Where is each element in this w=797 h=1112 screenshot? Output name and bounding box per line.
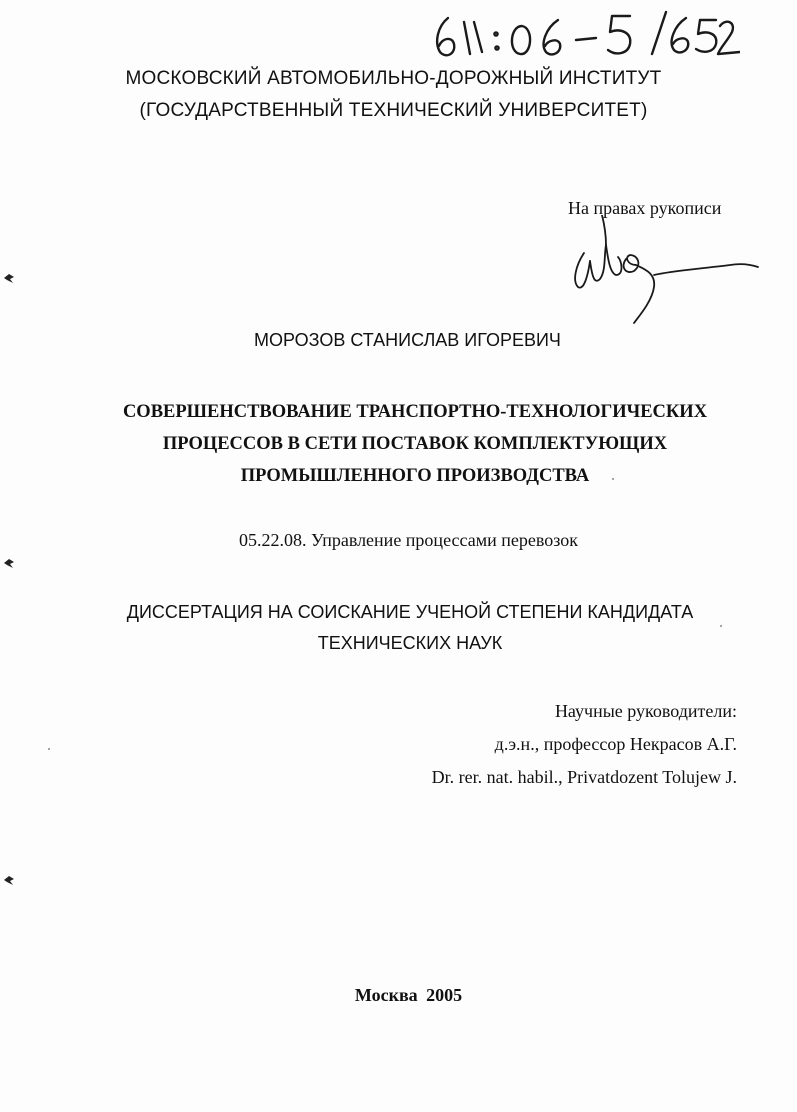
degree-statement [80,597,740,659]
degree-line-1: ДИССЕРТАЦИЯ НА СОИСКАНИЕ УЧЕНОЙ СТЕПЕНИ КАНДИДАТА [126,602,694,622]
city-and-year: Москва 2005 [354,985,463,1005]
scan-speck [720,625,722,627]
scan-speck [612,478,614,480]
handwritten-archive-code [430,4,740,64]
title-line-3: ПРОМЫШЛЕННОГО ПРОИЗВОДСТВА [240,466,590,486]
supervisor-2: Dr. rer. nat. habil., Privatdozent Tolujew J. [431,767,737,787]
scan-speck [48,748,50,750]
binding-hole-mark [3,557,15,569]
binding-hole-mark [3,874,15,886]
institute-status: (ГОСУДАРСТВЕННЫЙ ТЕХНИЧЕСКИЙ УНИВЕРСИТЕТ) [139,100,648,121]
handwritten-code-drawing [430,4,740,64]
author-name: МОРОЗОВ СТАНИСЛАВ ИГОРЕВИЧ [254,330,561,350]
degree-line-2: ТЕХНИЧЕСКИХ НАУК [317,633,503,653]
author-signature [570,215,760,335]
title-line-1: СОВЕРШЕНСТВОВАНИЕ ТРАНСПОРТНО-ТЕХНОЛОГИЧЕСКИХ [122,402,708,422]
binding-hole-mark [3,272,15,284]
specialty-code: 05.22.08. Управление процессами перевозок [239,530,578,550]
title-line-2: ПРОЦЕССОВ В СЕТИ ПОСТАВОК КОМПЛЕКТУЮЩИХ [162,434,668,454]
supervisors-block [432,695,737,794]
supervisors-heading: Научные руководители: [554,701,737,721]
institute-name: МОСКОВСКИЙ АВТОМОБИЛЬНО-ДОРОЖНЫЙ ИНСТИТУТ [125,68,662,89]
manuscript-rights-note: На правах рукописи [568,198,722,218]
supervisor-1: д.э.н., профессор Некрасов А.Г. [494,734,737,754]
dissertation-title [60,396,770,492]
